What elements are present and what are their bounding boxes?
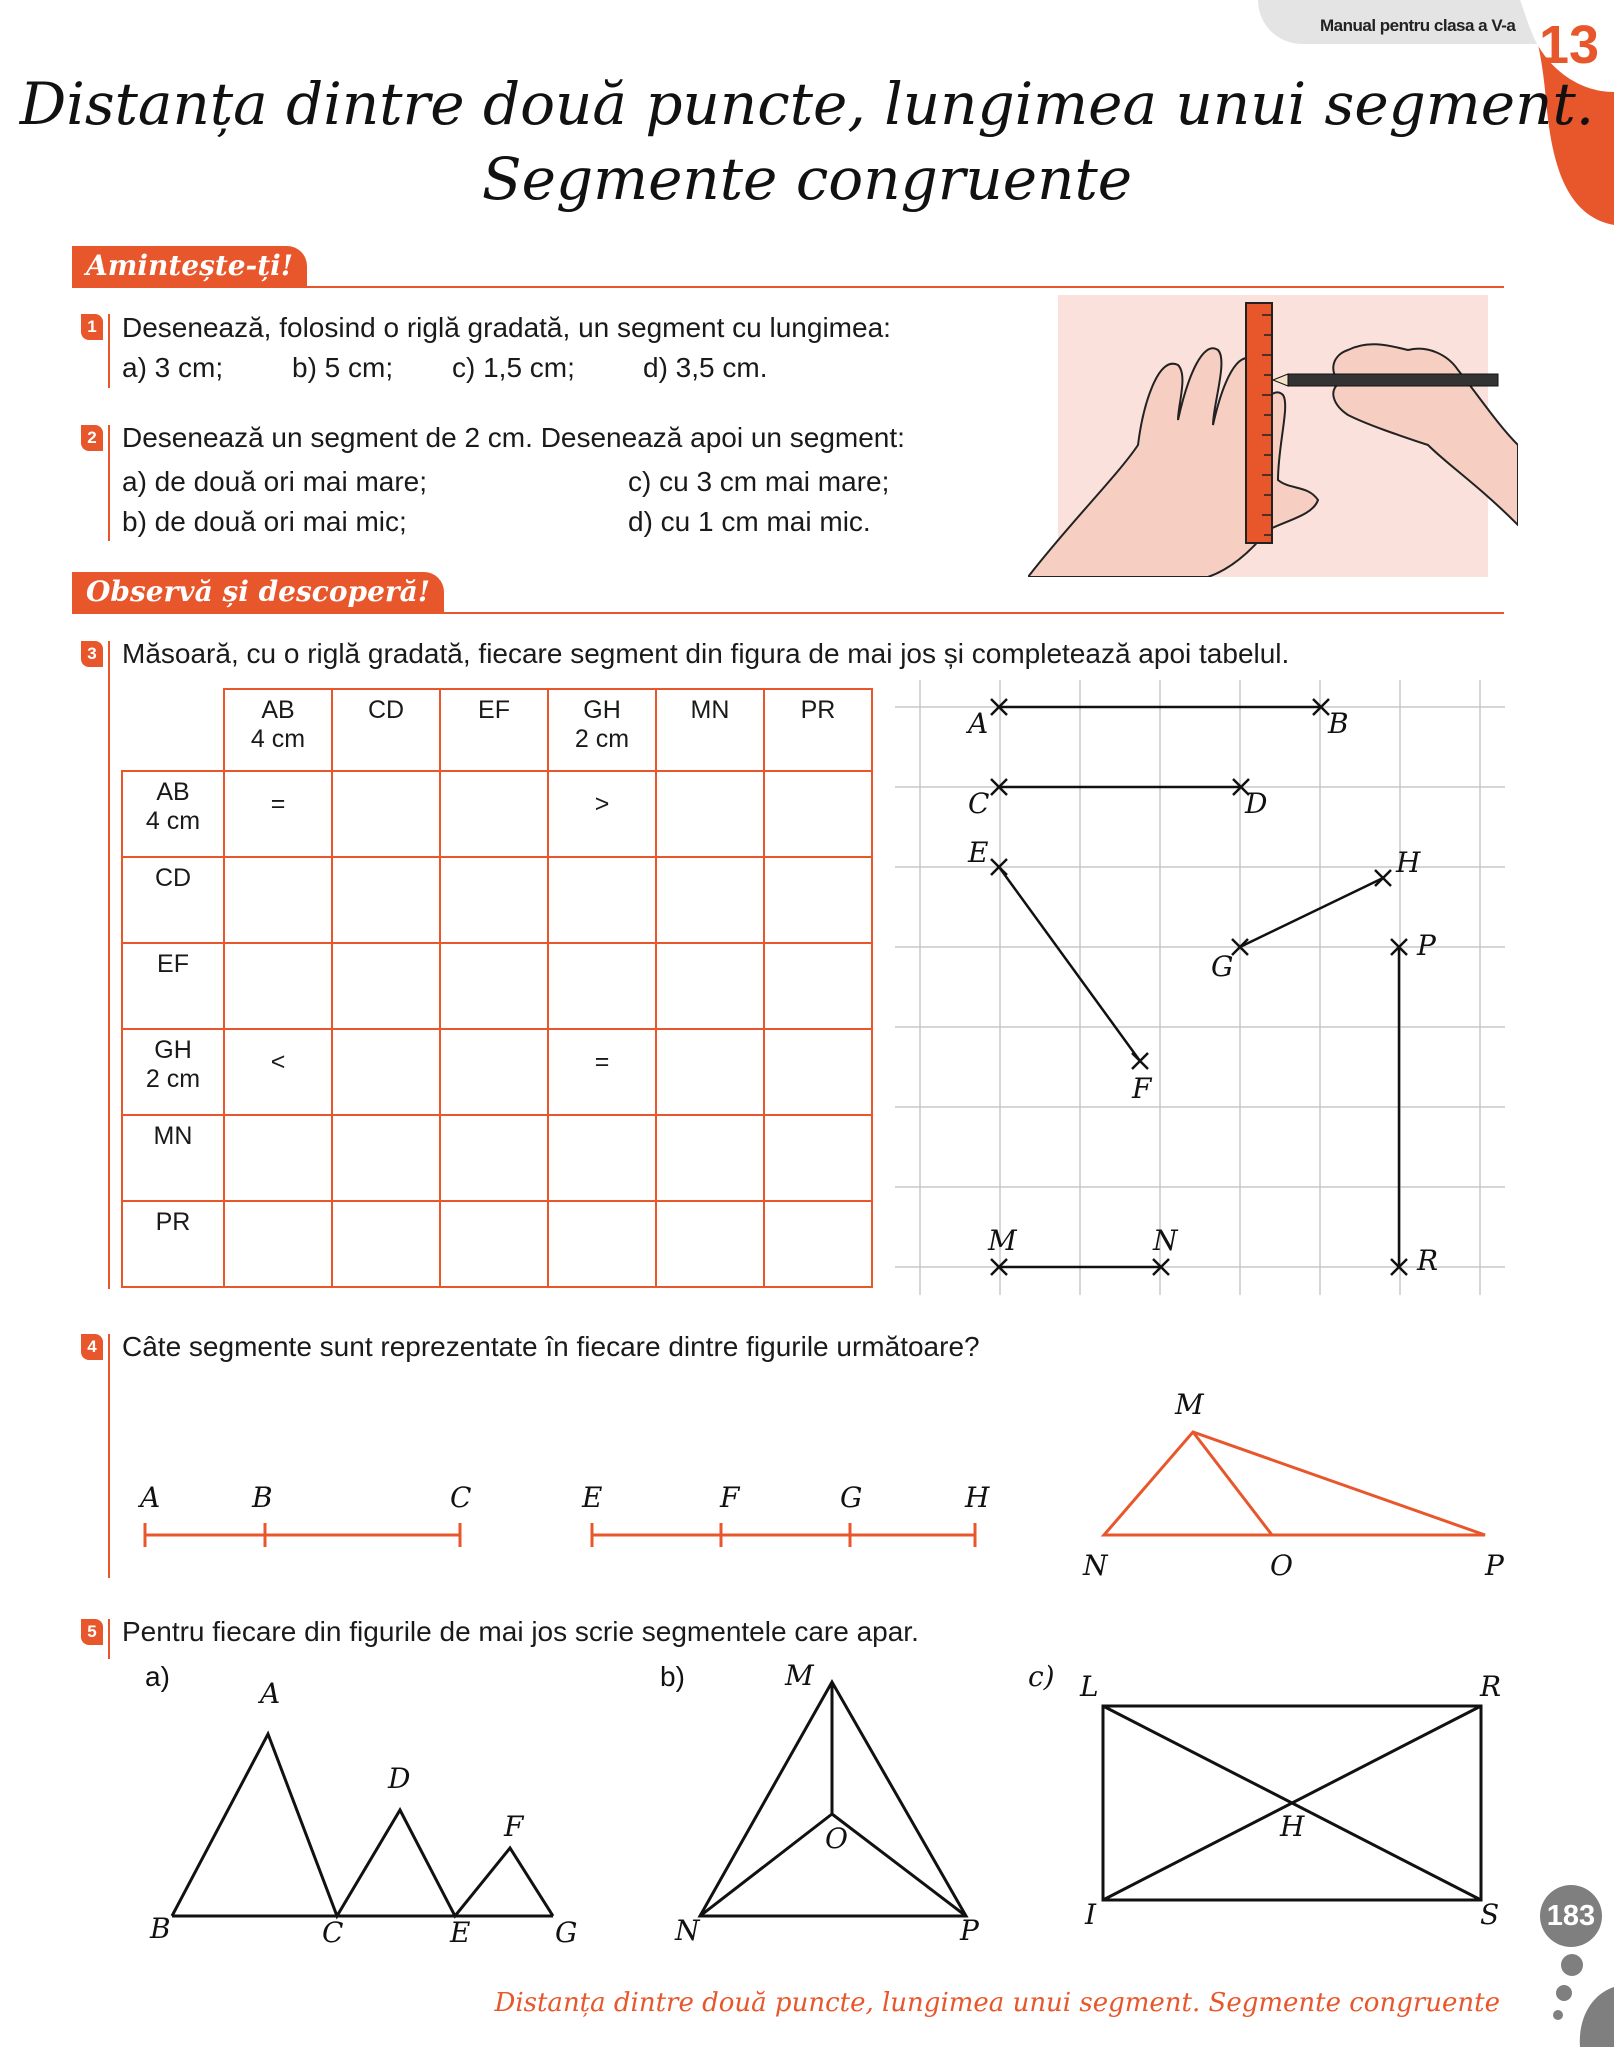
footer-title: Distanța dintre două puncte, lungimea unui segment. Segmente congruente (494, 1988, 1500, 2018)
segment-GH (1240, 878, 1383, 947)
label-I: I (1085, 1898, 1097, 1931)
table-cell[interactable] (224, 1201, 332, 1287)
point-label-D: D (1245, 787, 1268, 820)
page-title-line1: Distanța dintre două puncte, lungimea unui segment. (19, 70, 1595, 138)
label-R: R (1480, 1670, 1502, 1703)
point-label-A: A (968, 707, 989, 740)
figure-a-peaks (172, 1734, 553, 1916)
segment-EF (999, 867, 1140, 1061)
table-cell[interactable] (440, 943, 548, 1029)
hands-ruler-illustration (1028, 295, 1518, 577)
point-marks (991, 699, 1407, 1275)
label-c: c) (1028, 1660, 1055, 1693)
label-a: a) (145, 1661, 170, 1692)
label-H: H (1280, 1810, 1305, 1843)
point-label-G: G (1211, 950, 1234, 983)
exercise-bar (108, 1619, 110, 1659)
label-F: F (720, 1481, 740, 1514)
point-label-P: P (1417, 929, 1436, 962)
ex1-option-b: b) 5 cm; (292, 352, 394, 383)
table-cell[interactable] (764, 1029, 872, 1115)
table-header-cell: EF (440, 689, 548, 771)
table-row-header: EF (122, 943, 224, 1029)
table-cell[interactable] (656, 1115, 764, 1201)
table-row-header: CD (122, 857, 224, 943)
label-N: N (675, 1914, 700, 1947)
exercise-number: 1 (81, 314, 103, 340)
table-row-header: PR (122, 1201, 224, 1287)
table-cell[interactable] (440, 771, 548, 857)
table-header-cell: AB 4 cm (224, 689, 332, 771)
label-M: M (785, 1660, 814, 1692)
table-cell[interactable] (332, 771, 440, 857)
label-E: E (450, 1916, 471, 1949)
label-F: F (504, 1810, 524, 1843)
label-N: N (1083, 1549, 1108, 1580)
label-L: L (1080, 1670, 1099, 1703)
table-cell[interactable]: = (224, 771, 332, 857)
table-cell[interactable] (224, 943, 332, 1029)
label-P: P (960, 1914, 979, 1947)
table-cell[interactable] (332, 1201, 440, 1287)
table-cell[interactable] (764, 1201, 872, 1287)
ex2-option-b: b) de două ori mai mic; (122, 506, 407, 537)
table-cell[interactable] (440, 1115, 548, 1201)
table-header-cell: MN (656, 689, 764, 771)
label-P: P (1485, 1549, 1504, 1580)
section-remember: Amintește-ți! (72, 246, 307, 286)
table-row-header: MN (122, 1115, 224, 1201)
point-label-F: F (1132, 1072, 1152, 1105)
table-cell[interactable] (548, 1201, 656, 1287)
point-label-C: C (968, 787, 990, 820)
page-number: 183 (1540, 1885, 1602, 1947)
exercise-bar (108, 1334, 110, 1578)
table-cell[interactable] (440, 1029, 548, 1115)
table-cell[interactable] (548, 943, 656, 1029)
section-rule (72, 286, 1504, 288)
table-cell[interactable] (764, 943, 872, 1029)
ex2-option-d: d) cu 1 cm mai mic. (628, 506, 871, 537)
table-row-header: GH 2 cm (122, 1029, 224, 1115)
exercise-number: 4 (81, 1334, 103, 1360)
point-label-R: R (1417, 1244, 1439, 1277)
table-cell[interactable] (440, 857, 548, 943)
label-E: E (582, 1481, 603, 1514)
exercise-bar (108, 314, 110, 388)
ex4-instruction: Câte segmente sunt reprezentate în fiecare dintre figurile următoare? (122, 1331, 980, 1362)
table-cell[interactable]: = (548, 1029, 656, 1115)
label-M: M (1175, 1388, 1204, 1421)
table-header-cell: GH 2 cm (548, 689, 656, 771)
table-cell[interactable] (548, 1115, 656, 1201)
ex5-figures (130, 1660, 1530, 1960)
ex3-instruction: Măsoară, cu o riglă gradată, fiecare segment din figura de mai jos și completează apoi tabelul. (122, 638, 1290, 669)
label-H: H (965, 1481, 990, 1514)
table-cell[interactable] (440, 1201, 548, 1287)
table-cell[interactable] (224, 857, 332, 943)
table-row-header: AB 4 cm (122, 771, 224, 857)
label-O: O (825, 1822, 848, 1855)
label-G: G (840, 1481, 863, 1514)
section-rule (72, 612, 1504, 614)
table-cell[interactable] (332, 1029, 440, 1115)
label-A: A (260, 1677, 281, 1710)
table-cell[interactable]: < (224, 1029, 332, 1115)
exercise-number: 3 (81, 641, 103, 667)
chapter-number: 13 (1538, 15, 1600, 75)
ex5-instruction: Pentru fiecare din figurile de mai jos scrie segmentele care apar. (122, 1616, 919, 1647)
table-header-cell: CD (332, 689, 440, 771)
table-cell[interactable] (332, 857, 440, 943)
point-label-E: E (968, 836, 989, 869)
table-header-cell: PR (764, 689, 872, 771)
ex2-option-a: a) de două ori mai mare; (122, 466, 428, 497)
table-corner (122, 689, 224, 771)
exercise-bar (108, 641, 110, 1289)
table-cell[interactable] (656, 1029, 764, 1115)
exercise-number: 2 (81, 425, 103, 451)
triangle-MNP (1104, 1432, 1485, 1535)
table-cell[interactable] (224, 1115, 332, 1201)
ex2-instruction: Desenează un segment de 2 cm. Desenează apoi un segment: (122, 422, 905, 453)
table-cell[interactable] (656, 943, 764, 1029)
table-cell[interactable] (656, 857, 764, 943)
ex1-instruction: Desenează, folosind o riglă gradată, un segment cu lungimea: (122, 312, 891, 343)
ex1-option-c: c) 1,5 cm; (452, 352, 575, 383)
manual-label: Manual pentru clasa a V-a (1320, 16, 1516, 35)
exercise-number: 5 (81, 1619, 103, 1645)
label-C: C (450, 1481, 472, 1514)
table-cell[interactable] (764, 771, 872, 857)
section-discover: Observă și descoperă! (72, 572, 444, 612)
segments-grid-figure (895, 680, 1505, 1300)
label-D: D (388, 1762, 411, 1795)
comparison-table (121, 688, 873, 1288)
ex1-option-a: a) 3 cm; (122, 352, 224, 383)
table-cell[interactable] (764, 1115, 872, 1201)
grid-lines (895, 680, 1505, 1295)
decorative-dots (1540, 1945, 1614, 2047)
point-label-N: N (1153, 1224, 1178, 1257)
label-A: A (140, 1481, 161, 1514)
label-S: S (1480, 1898, 1500, 1931)
point-label-M: M (988, 1224, 1017, 1257)
point-label-H: H (1396, 846, 1421, 879)
label-O: O (1270, 1549, 1293, 1580)
label-C: C (322, 1916, 344, 1949)
table-cell[interactable] (764, 857, 872, 943)
exercise-bar (108, 425, 110, 541)
table-cell[interactable]: > (548, 771, 656, 857)
table-cell[interactable] (332, 943, 440, 1029)
table-cell[interactable] (548, 857, 656, 943)
label-B: B (150, 1912, 171, 1945)
point-label-B: B (1328, 707, 1349, 740)
ex2-option-c: c) cu 3 cm mai mare; (628, 466, 890, 497)
label-B: B (252, 1481, 273, 1514)
table-cell[interactable] (656, 771, 764, 857)
label-G: G (555, 1916, 578, 1949)
page-title-line2: Segmente congruente (481, 145, 1133, 213)
ex4-figures (130, 1380, 1530, 1580)
ex1-option-d: d) 3,5 cm. (643, 352, 768, 383)
label-b: b) (660, 1661, 685, 1692)
table-cell[interactable] (656, 1201, 764, 1287)
table-cell[interactable] (332, 1115, 440, 1201)
